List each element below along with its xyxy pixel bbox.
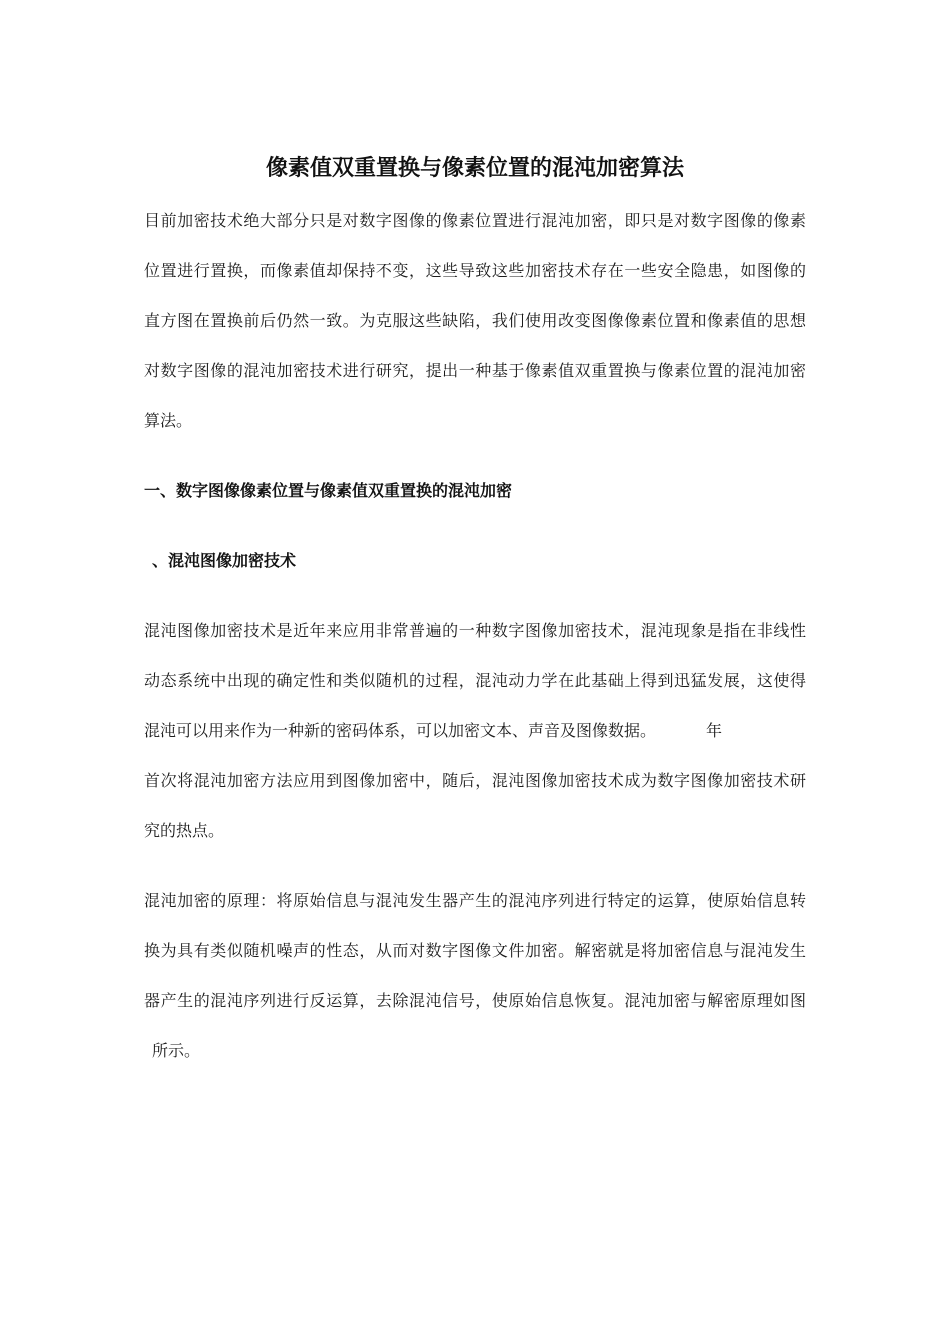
para2-line-4: 首次将混沌加密方法应用到图像加密中，随后，混沌图像加密技术成为数字图像加密技术研 <box>144 771 806 790</box>
para3-line-3: 器产生的混沌序列进行反运算，去除混沌信号，使原始信息恢复。混沌加密与解密原理如图 <box>144 991 806 1010</box>
intro-line-1: 目前加密技术绝大部分只是对数字图像的像素位置进行混沌加密，即只是对数字图像的像素 <box>144 211 806 230</box>
subsection-heading: 、混沌图像加密技术 <box>152 551 297 570</box>
intro-line-5: 算法。 <box>144 411 193 430</box>
para3-line-1: 混沌加密的原理：将原始信息与混沌发生器产生的混沌序列进行特定的运算，使原始信息转 <box>144 891 806 910</box>
para3-line-2: 换为具有类似随机噪声的性态，从而对数字图像文件加密。解密就是将加密信息与混沌发生 <box>144 941 806 960</box>
para2-line-1: 混沌图像加密技术是近年来应用非常普遍的一种数字图像加密技术，混沌现象是指在非线性 <box>144 621 806 640</box>
para2-line-2: 动态系统中出现的确定性和类似随机的过程，混沌动力学在此基础上得到迅猛发展，这使得 <box>144 671 806 690</box>
para3-line-4: 所示。 <box>152 1041 201 1060</box>
intro-line-3: 直方图在置换前后仍然一致。为克服这些缺陷，我们使用改变图像像素位置和像素值的思想 <box>144 311 806 330</box>
para2-line-3-text: 混沌可以用来作为一种新的密码体系，可以加密文本、声音及图像数据。 <box>144 721 657 740</box>
intro-line-2: 位置进行置换，而像素值却保持不变，这些导致这些加密技术存在一些安全隐患，如图像的 <box>144 261 806 280</box>
para2-year-label: 年 <box>706 721 723 740</box>
para2-line-5: 究的热点。 <box>144 821 225 840</box>
para2-line-3 <box>144 720 722 742</box>
intro-line-4: 对数字图像的混沌加密技术进行研究，提出一种基于像素值双重置换与像素位置的混沌加密 <box>144 361 806 380</box>
document-title: 像素值双重置换与像素位置的混沌加密算法 <box>265 156 684 181</box>
section-heading: 一、数字图像像素位置与像素值双重置换的混沌加密 <box>144 481 513 500</box>
